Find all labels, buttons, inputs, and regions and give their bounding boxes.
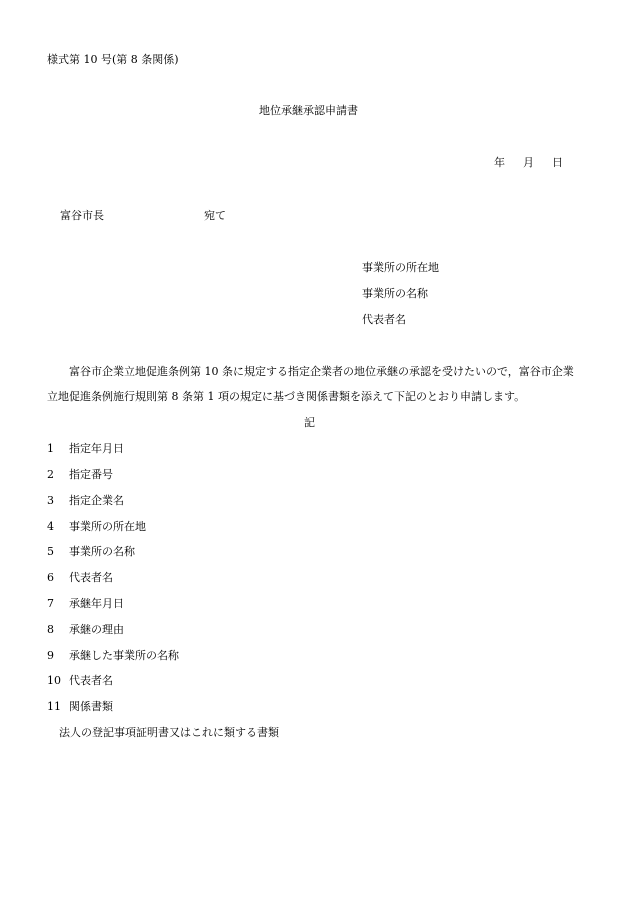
item-label: 代表者名 <box>69 571 113 584</box>
item-label: 指定企業名 <box>69 494 124 507</box>
ki-heading: 記 <box>304 416 315 429</box>
month-label: 月 <box>523 156 534 169</box>
list-item <box>47 495 124 506</box>
item-number: 3 <box>47 494 54 507</box>
item-label: 承継した事業所の名称 <box>69 649 179 662</box>
item-number: 8 <box>47 623 54 636</box>
item-label: 承継の理由 <box>69 623 124 636</box>
item-label: 事業所の所在地 <box>69 520 146 533</box>
item-number: 4 <box>47 520 54 533</box>
item-number: 6 <box>47 571 54 584</box>
list-item <box>47 624 124 635</box>
applicant-address-label: 事業所の所在地 <box>362 261 439 274</box>
item-number: 7 <box>47 597 54 610</box>
item-number: 9 <box>47 649 54 662</box>
list-item <box>47 701 113 712</box>
list-item <box>47 469 113 480</box>
item-number: 2 <box>47 468 54 481</box>
item-label: 代表者名 <box>69 674 113 687</box>
list-item <box>47 572 113 583</box>
addressee-name: 富谷市長 <box>60 209 104 222</box>
item-label: 事業所の名称 <box>69 545 135 558</box>
item-label: 承継年月日 <box>69 597 124 610</box>
body-text-line-1: 富谷市企業立地促進条例第 10 条に規定する指定企業者の地位承継の承認を受けたいので，富谷市企業 <box>69 365 574 378</box>
item-number: 5 <box>47 545 54 558</box>
applicant-representative-label: 代表者名 <box>362 313 406 326</box>
date-line <box>494 157 563 168</box>
item-label: 関係書類 <box>69 700 113 713</box>
item-number: 11 <box>47 700 61 713</box>
document-title: 地位承継承認申請書 <box>259 104 358 117</box>
list-item <box>47 443 124 454</box>
item-number: 1 <box>47 442 54 455</box>
list-item <box>47 650 179 661</box>
body-text-line-2: 立地促進条例施行規則第 8 条第 1 項の規定に基づき関係書類を添えて下記のとおり申請します。 <box>47 390 526 403</box>
attachment-note: 法人の登記事項証明書又はこれに類する書類 <box>59 726 279 739</box>
list-item <box>47 521 146 532</box>
day-label: 日 <box>552 156 563 169</box>
list-item <box>47 675 113 686</box>
form-number: 様式第 10 号(第 8 条関係) <box>47 53 179 66</box>
item-label: 指定番号 <box>69 468 113 481</box>
year-label: 年 <box>494 156 505 169</box>
applicant-name-label: 事業所の名称 <box>362 287 428 300</box>
addressee-suffix: 宛て <box>204 209 226 222</box>
item-number: 10 <box>47 674 61 687</box>
list-item <box>47 598 124 609</box>
item-label: 指定年月日 <box>69 442 124 455</box>
list-item <box>47 546 135 557</box>
